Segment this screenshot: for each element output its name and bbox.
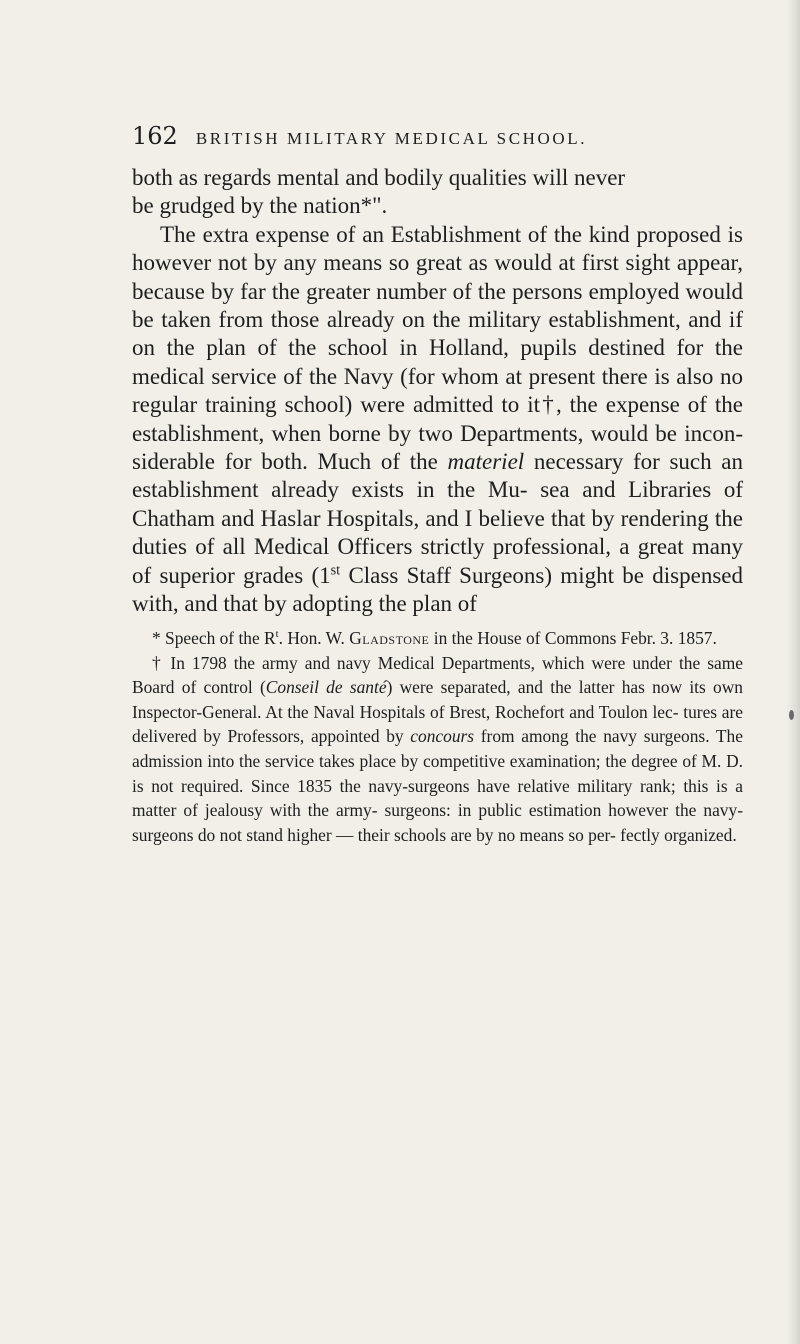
page-speck [789, 710, 794, 720]
footnote-text: † In 1798 the army and navy Medical Departments, which [152, 652, 585, 673]
footnote-text: At the Naval Hospitals of Brest, Rochefort and Toulon lec- [265, 701, 679, 722]
running-head: BRITISH MILITARY MEDICAL SCHOOL. [195, 129, 588, 148]
footnote-text: surgeons: in public estimation however the navy-surgeons do [132, 800, 743, 845]
footnote-2 [132, 651, 743, 848]
page-number: 162 [132, 122, 178, 150]
footnote-text: . Hon. W. [278, 628, 345, 648]
text-line: The extra expense of an Establishment of the kind [160, 221, 630, 247]
footnote-text: separated, and the latter has now its own Inspector-General. [132, 677, 743, 722]
text-line: sea and Libraries of Chatham and Haslar Hospitals, [132, 477, 743, 531]
footnote-text: ) were [386, 677, 434, 698]
footnote-superscript: t [275, 628, 279, 641]
footnote-text: military rank; this is a matter of jealousy with the army- [132, 775, 743, 821]
footnote-text: fectly organized. [620, 824, 737, 845]
body-text [132, 164, 743, 619]
footnote-text: were under the same Board of control ( [132, 652, 743, 698]
footnote-name: Gladstone [349, 628, 430, 648]
ordinal-superscript: st [330, 562, 341, 579]
text-line-start: siderable for both. Much of the [132, 449, 438, 475]
footnotes [132, 626, 743, 847]
footnote-text: place by competitive examination; the degree of M. D. is [132, 750, 744, 796]
footnote-1 [132, 626, 743, 651]
text-line: admitted to it†, the expense of the establishment, [132, 392, 743, 446]
footnote-italic: concours [410, 726, 475, 747]
footnote-italic: Conseil de santé [265, 677, 387, 698]
text-line: and I believe that by rendering the duties of all [132, 505, 743, 560]
text-line: would at first sight appear, because by far the greater [132, 250, 743, 304]
text-line: Medical Officers strictly professional, a great many of [132, 534, 744, 588]
footnote-text: not stand higher — their schools are by no means so per- [219, 824, 616, 845]
page-edge-shadow [786, 0, 800, 1344]
footnote-text: among the navy surgeons. The admission into the service takes [132, 726, 743, 771]
text-line: for such an establishment already exists in the Mu- [132, 449, 744, 503]
text-line: be grudged by the nation*". [132, 193, 388, 219]
text-line: for the medical service of the Navy (for whom at [132, 335, 744, 389]
text-line: present there is also no regular training school) were [132, 363, 743, 418]
italic-word: materiel [447, 449, 525, 475]
text-line: those already on the military establishment, and if [270, 307, 743, 333]
paragraph [132, 221, 743, 619]
footnote-text: not required. Since 1835 the navy-surgeons have relative [151, 775, 570, 796]
text-line: on the plan of the school in Holland, pupils destined [132, 335, 665, 361]
footnote-text: from [480, 726, 515, 747]
page-header [132, 122, 742, 158]
footnote-text: Commons Febr. 3. 1857. [544, 628, 717, 648]
text-line: proposed is however not by any means so great as [132, 221, 743, 276]
text-line: dispensed with, and that by adopting the plan of [132, 562, 743, 617]
text-line: when borne by two Departments, would be incon- [271, 420, 743, 446]
text-line: both as regards mental and bodily qualities will never [132, 165, 626, 190]
footnote-text: tures are delivered by Professors, appointed by [132, 701, 743, 747]
text-line: number of the persons employed would be taken from [132, 278, 744, 333]
text-line-start: superior grades (1 [159, 562, 331, 588]
paragraph [132, 164, 743, 221]
footnote-text: * Speech of the R [152, 628, 276, 648]
text-line-end: Class Staff Surgeons) might be [348, 562, 644, 588]
footnote-text: in the House of [433, 628, 541, 648]
text-line-end: necessary [533, 449, 624, 475]
